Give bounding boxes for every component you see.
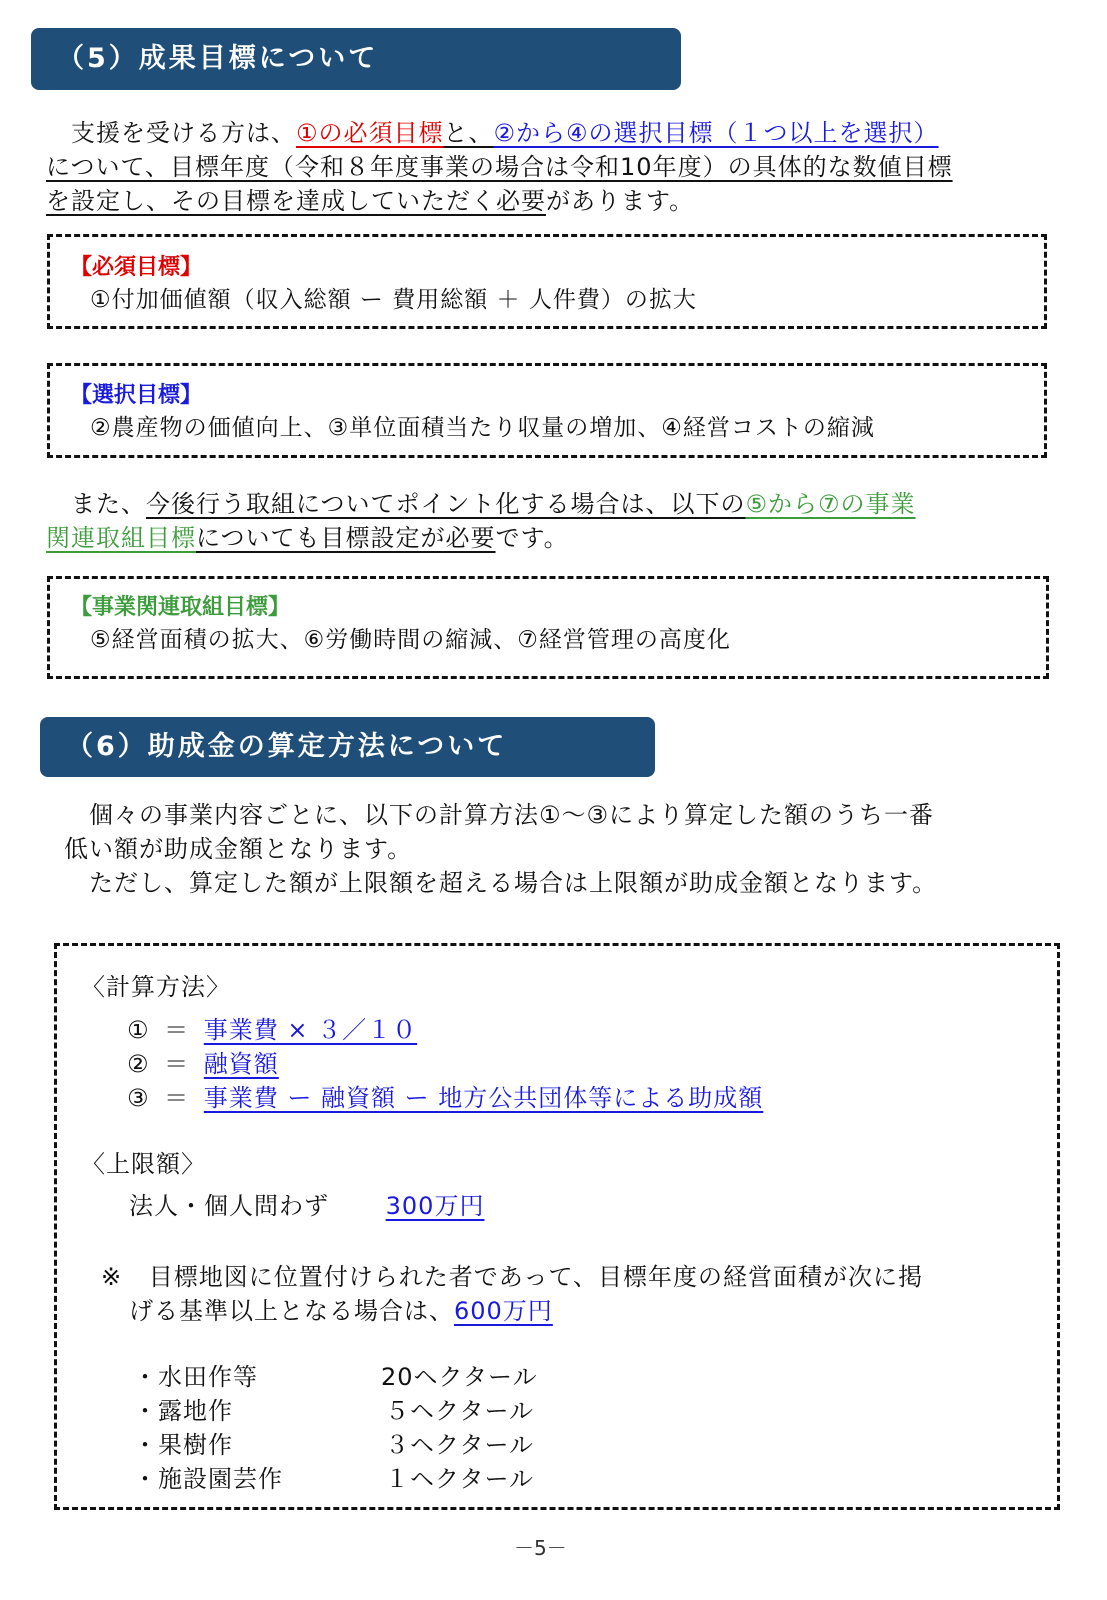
required-goal-box — [47, 234, 1047, 329]
business-intro-line-2 — [46, 521, 916, 555]
formula-number: ② — [127, 1050, 150, 1078]
note-row-2 — [129, 1294, 553, 1328]
page-number: －5－ — [514, 1536, 567, 1560]
selected-goal-ref: ②から④の選択目標（１つ以上を選択） — [493, 119, 939, 147]
criteria-name: ・水田作等 — [133, 1363, 258, 1391]
formula-equals: ＝ — [164, 1016, 190, 1044]
formula-row — [127, 1081, 763, 1115]
criteria-name: ・露地作 — [133, 1397, 233, 1425]
section-6-heading: （6）助成金の算定方法について — [40, 717, 655, 777]
criteria-value: ５ヘクタール — [385, 1397, 535, 1425]
intro-line-3 — [46, 184, 953, 218]
calc-method-label: 〈計算方法〉 — [81, 973, 231, 1001]
formula-row — [127, 1013, 417, 1047]
limit-row — [129, 1189, 484, 1223]
formula-expression: 融資額 — [203, 1050, 279, 1078]
section-6-intro-line-1: 個々の事業内容ごとに、以下の計算方法①～③により算定した額のうち一番 — [64, 801, 935, 829]
formula-equals: ＝ — [164, 1050, 190, 1078]
intro-line-2: について、目標年度（令和８年度事業の場合は令和10年度）の具体的な数値目標 — [46, 153, 953, 181]
section-6-intro-line-3: ただし、算定した額が上限額を超える場合は上限額が助成金額となります。 — [64, 869, 938, 897]
intro-line-1 — [46, 116, 953, 150]
business-intro-underlined: 今後行う取組についてポイント化する場合は、以下の — [146, 490, 746, 518]
selected-goal-box — [47, 363, 1047, 458]
limit-label: 〈上限額〉 — [81, 1150, 206, 1178]
criteria-row — [133, 1462, 633, 1496]
business-goal-intro — [46, 487, 916, 555]
criteria-name: ・施設園芸作 — [133, 1465, 283, 1493]
selected-goal-body: ②農産物の価値向上、③単位面積当たり収量の増加、④経営コストの縮減 — [90, 415, 875, 441]
limit-text: 法人・個人問わず — [129, 1192, 329, 1220]
required-goal-body: ①付加価値額（収入総額 ー 費用総額 ＋ 人件費）の拡大 — [90, 287, 697, 313]
note-line-1: 目標地図に位置付けられた者であって、目標年度の経営面積が次に掲 — [148, 1263, 924, 1291]
calculation-box — [54, 943, 1060, 1510]
criteria-value: １ヘクタール — [385, 1465, 535, 1493]
intro-line-3-end: があります。 — [546, 187, 695, 215]
formula-row — [127, 1047, 279, 1081]
business-goal-box — [47, 576, 1049, 679]
business-intro-lead: また、 — [46, 490, 146, 518]
business-goal-ref-1: ⑤から⑦の事業 — [745, 490, 916, 518]
criteria-row — [133, 1394, 633, 1428]
formula-number: ① — [127, 1016, 150, 1044]
selected-goal-title: 【選択目標】 — [70, 383, 203, 408]
required-goal-title: 【必須目標】 — [70, 255, 203, 280]
formula-expression: 事業費 × ３／１０ — [203, 1016, 418, 1044]
formula-expression: 事業費 ー 融資額 ー 地方公共団体等による助成額 — [203, 1084, 764, 1112]
section-6-intro-line-2: 低い額が助成金額となります。 — [64, 835, 413, 863]
business-intro-line-1 — [46, 487, 916, 521]
section-6-intro — [64, 798, 937, 900]
business-intro-underlined-2: についても目標設定が必要 — [196, 524, 496, 552]
note-line-2: げる基準以上となる場合は、 — [129, 1297, 454, 1325]
business-goal-ref-2: 関連取組目標 — [46, 524, 196, 552]
business-goal-title: 【事業関連取組目標】 — [70, 595, 291, 620]
criteria-name: ・果樹作 — [133, 1431, 233, 1459]
section-5-heading: （5）成果目標について — [31, 28, 681, 90]
note-amount: 600万円 — [454, 1297, 553, 1325]
section-5-intro — [46, 116, 953, 218]
note-row-1 — [101, 1260, 923, 1294]
criteria-value: ３ヘクタール — [385, 1431, 535, 1459]
business-intro-end: です。 — [495, 524, 569, 552]
intro-lead: 支援を受ける方は、 — [46, 119, 296, 147]
criteria-row — [133, 1360, 633, 1394]
required-goal-ref: ①の必須目標 — [296, 119, 444, 147]
intro-mid: と、 — [443, 119, 494, 147]
criteria-value: 20ヘクタール — [381, 1363, 538, 1391]
criteria-row — [133, 1428, 633, 1462]
formula-equals: ＝ — [164, 1084, 190, 1112]
note-mark: ※ — [101, 1263, 123, 1291]
intro-line-3-underlined: を設定し、その目標を達成していただく必要 — [46, 187, 546, 215]
business-goal-body: ⑤経営面積の拡大、⑥労働時間の縮減、⑦経営管理の高度化 — [90, 627, 731, 653]
formula-number: ③ — [127, 1084, 150, 1112]
limit-amount: 300万円 — [385, 1192, 485, 1220]
